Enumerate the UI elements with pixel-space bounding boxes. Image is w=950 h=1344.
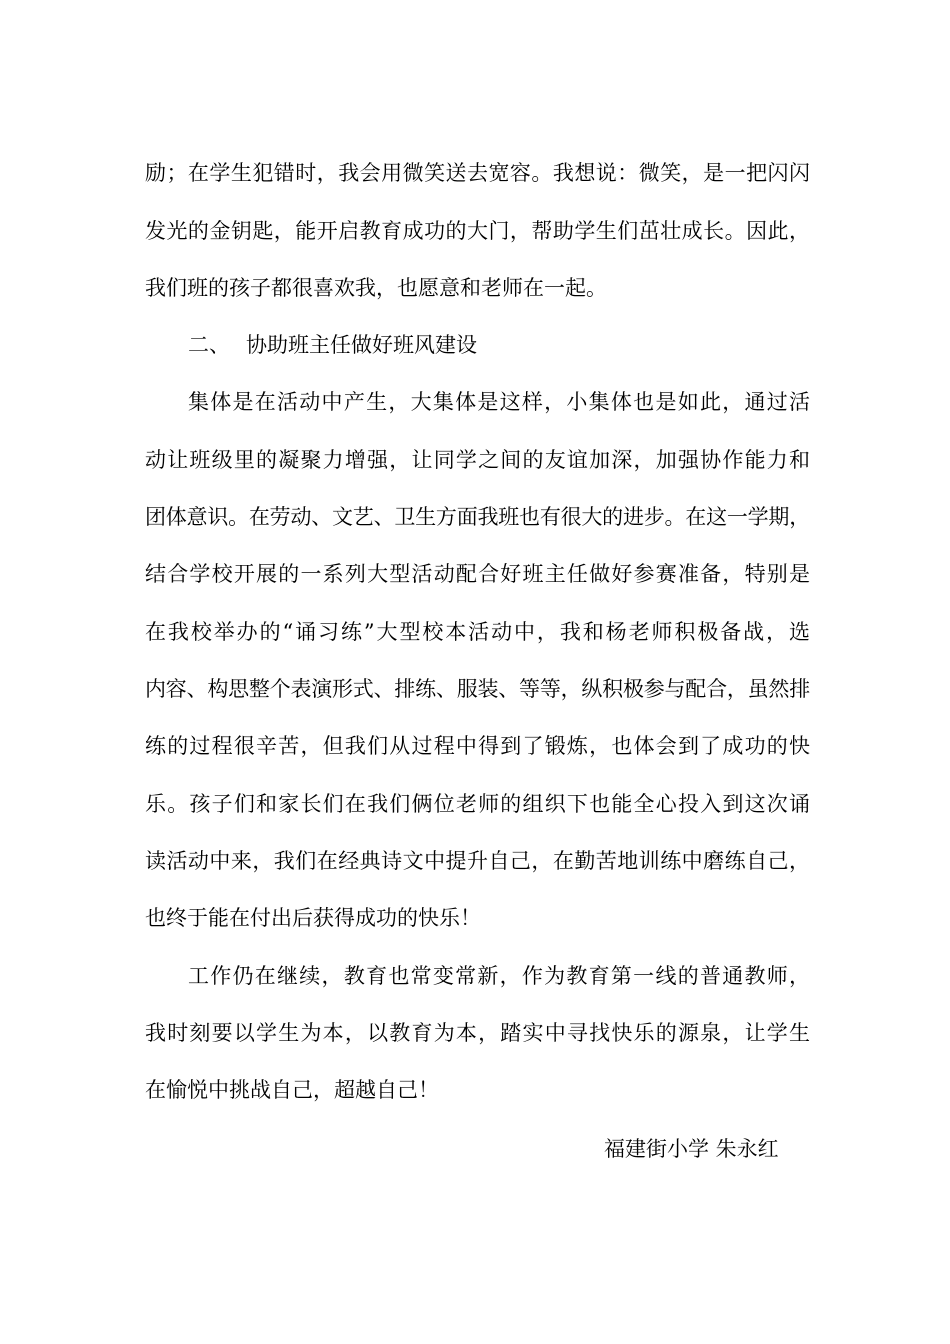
p1-line-1: 励；在学生犯错时，我会用微笑送去宽容。我想说：微笑，是一把闪闪 <box>145 161 811 185</box>
p2-line-4: 结合学校开展的一系列大型活动配合好班主任做好参赛准备，特别是 <box>145 562 812 586</box>
p2-line-6: 内容、构思整个表演形式、排练、服装、等等，纵积极参与配合，虽然排 <box>145 677 810 701</box>
section-heading <box>188 325 477 365</box>
p1-line-3: 我们班的孩子都很喜欢我，也愿意和老师在一起。 <box>145 276 607 300</box>
p2-line-2: 动让班级里的凝聚力增强，让同学之间的友谊加深，加强协作能力和 <box>145 448 812 472</box>
p3-line-1: 工作仍在继续，教育也常变常新，作为教育第一线的普通教师， <box>188 964 812 988</box>
p2-line-7: 练的过程很辛苦，但我们从过程中得到了锻炼，也体会到了成功的快 <box>145 734 812 758</box>
section-title: 协助班主任做好班风建设 <box>246 333 477 357</box>
p2-line-9: 读活动中来，我们在经典诗文中提升自己，在勤苦地训练中磨练自己， <box>145 849 811 873</box>
p2-line-5: 在我校举办的“诵习练”大型校本活动中，我和杨老师积极备战，选 <box>145 620 812 644</box>
p2-line-1: 集体是在活动中产生，大集体是这样，小集体也是如此，通过活 <box>188 390 812 414</box>
p2-line-10: 也终于能在付出后获得成功的快乐！ <box>145 906 481 930</box>
p3-line-3: 在愉悦中挑战自己，超越自己！ <box>145 1078 439 1102</box>
signature: 福建街小学 朱永红 <box>604 1137 779 1161</box>
p2-line-8: 乐。孩子们和家长们在我们俩位老师的组织下也能全心投入到这次诵 <box>145 792 812 816</box>
section-number: 二、 <box>188 333 230 357</box>
p2-line-3: 团体意识。在劳动、文艺、卫生方面我班也有很大的进步。在这一学期， <box>145 505 810 529</box>
p3-line-2: 我时刻要以学生为本，以教育为本，踏实中寻找快乐的源泉，让学生 <box>145 1021 812 1045</box>
p1-line-2: 发光的金钥匙，能开启教育成功的大门，帮助学生们茁壮成长。因此， <box>145 219 811 243</box>
